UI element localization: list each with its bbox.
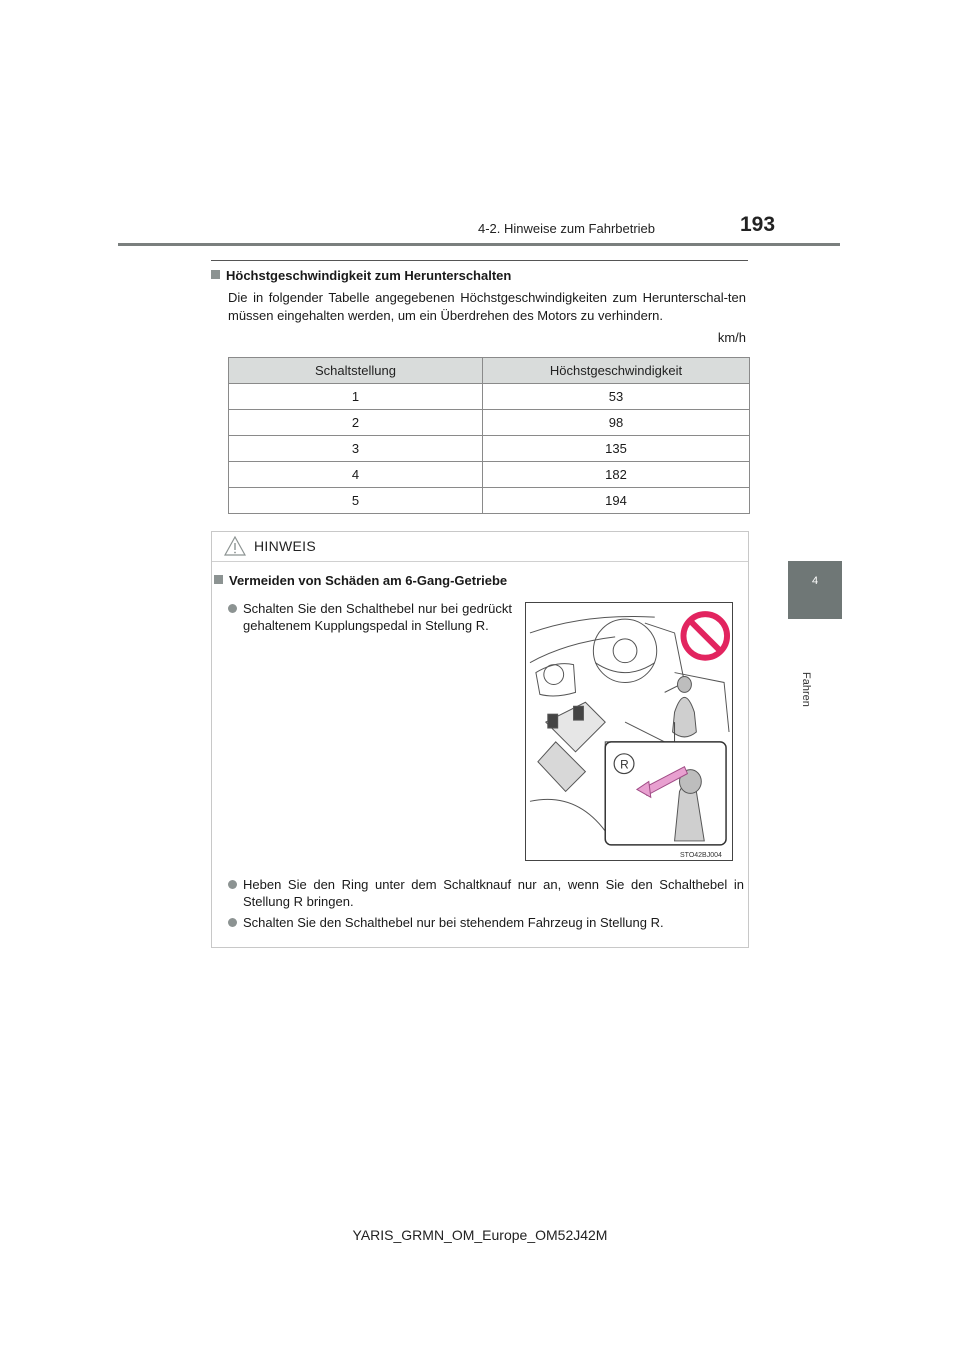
notice-bullet — [228, 600, 512, 634]
notice-bullet — [228, 914, 744, 931]
header-section-title: 4-2. Hinweise zum Fahrbetrieb — [478, 221, 656, 236]
speed-cell: 53 — [483, 384, 750, 410]
notice-bullet — [228, 876, 744, 910]
speed-table — [228, 357, 750, 514]
page-number: 193 — [740, 213, 776, 236]
gear-cell: 2 — [229, 410, 483, 436]
illustration-code: STO42BJ004 — [680, 852, 722, 859]
round-bullet-icon — [228, 604, 237, 613]
speed-cell: 182 — [483, 462, 750, 488]
gear-cell: 5 — [229, 488, 483, 514]
chapter-label-text: Fahren — [800, 672, 812, 707]
bullet-text: Schalten Sie den Schalthebel nur bei stehendem Fahrzeug in Stellung R. — [243, 915, 664, 930]
chapter-label — [796, 628, 836, 707]
unit-label: km/h — [717, 330, 746, 345]
table-row — [229, 410, 750, 436]
notice-header-divider — [212, 561, 748, 562]
gear-shift-illustration — [525, 602, 733, 861]
section-title-text: Höchstgeschwindigkeit zum Herunterschalten — [226, 268, 512, 283]
square-bullet-icon — [211, 270, 220, 279]
column-header-gear: Schaltstellung — [229, 358, 483, 384]
round-bullet-icon — [228, 918, 237, 927]
section-divider — [211, 260, 748, 261]
bullet-text: Heben Sie den Ring unter dem Schaltknauf nur an, wenn Sie den Schalthebel in Stellung R bringen. — [243, 877, 744, 909]
warning-triangle-icon — [224, 536, 246, 556]
chapter-tab — [788, 561, 842, 619]
table-row — [229, 384, 750, 410]
gear-cell: 3 — [229, 436, 483, 462]
speed-cell: 135 — [483, 436, 750, 462]
gear-letter: R — [620, 757, 629, 772]
section-title — [211, 268, 511, 283]
table-row — [229, 488, 750, 514]
gear-cell: 4 — [229, 462, 483, 488]
chapter-tab-number: 4 — [811, 575, 819, 587]
notice-subtitle-text: Vermeiden von Schäden am 6-Gang-Getriebe — [229, 573, 508, 588]
round-bullet-icon — [228, 880, 237, 889]
table-row — [229, 436, 750, 462]
footer-doc-id: YARIS_GRMN_OM_Europe_OM52J42M — [352, 1227, 608, 1243]
table-row — [229, 462, 750, 488]
notice-subtitle — [214, 573, 507, 588]
table-header-row — [229, 358, 750, 384]
notice-title: HINWEIS — [254, 538, 316, 554]
column-header-speed: Höchstgeschwindigkeit — [483, 358, 750, 384]
section-paragraph: Die in folgender Tabelle angegebenen Höchstgeschwindigkeiten zum Herunterschal-ten müssen eingehalten werden, um ein Überdrehen des Motors zu verhindern. — [228, 290, 746, 323]
gear-cell: 1 — [229, 384, 483, 410]
speed-cell: 194 — [483, 488, 750, 514]
bullet-text: Schalten Sie den Schalthebel nur bei gedrückt gehaltenem Kupplungspedal in Stellung R. — [243, 601, 512, 633]
header-divider — [118, 243, 840, 246]
speed-cell: 98 — [483, 410, 750, 436]
square-bullet-icon — [214, 575, 223, 584]
